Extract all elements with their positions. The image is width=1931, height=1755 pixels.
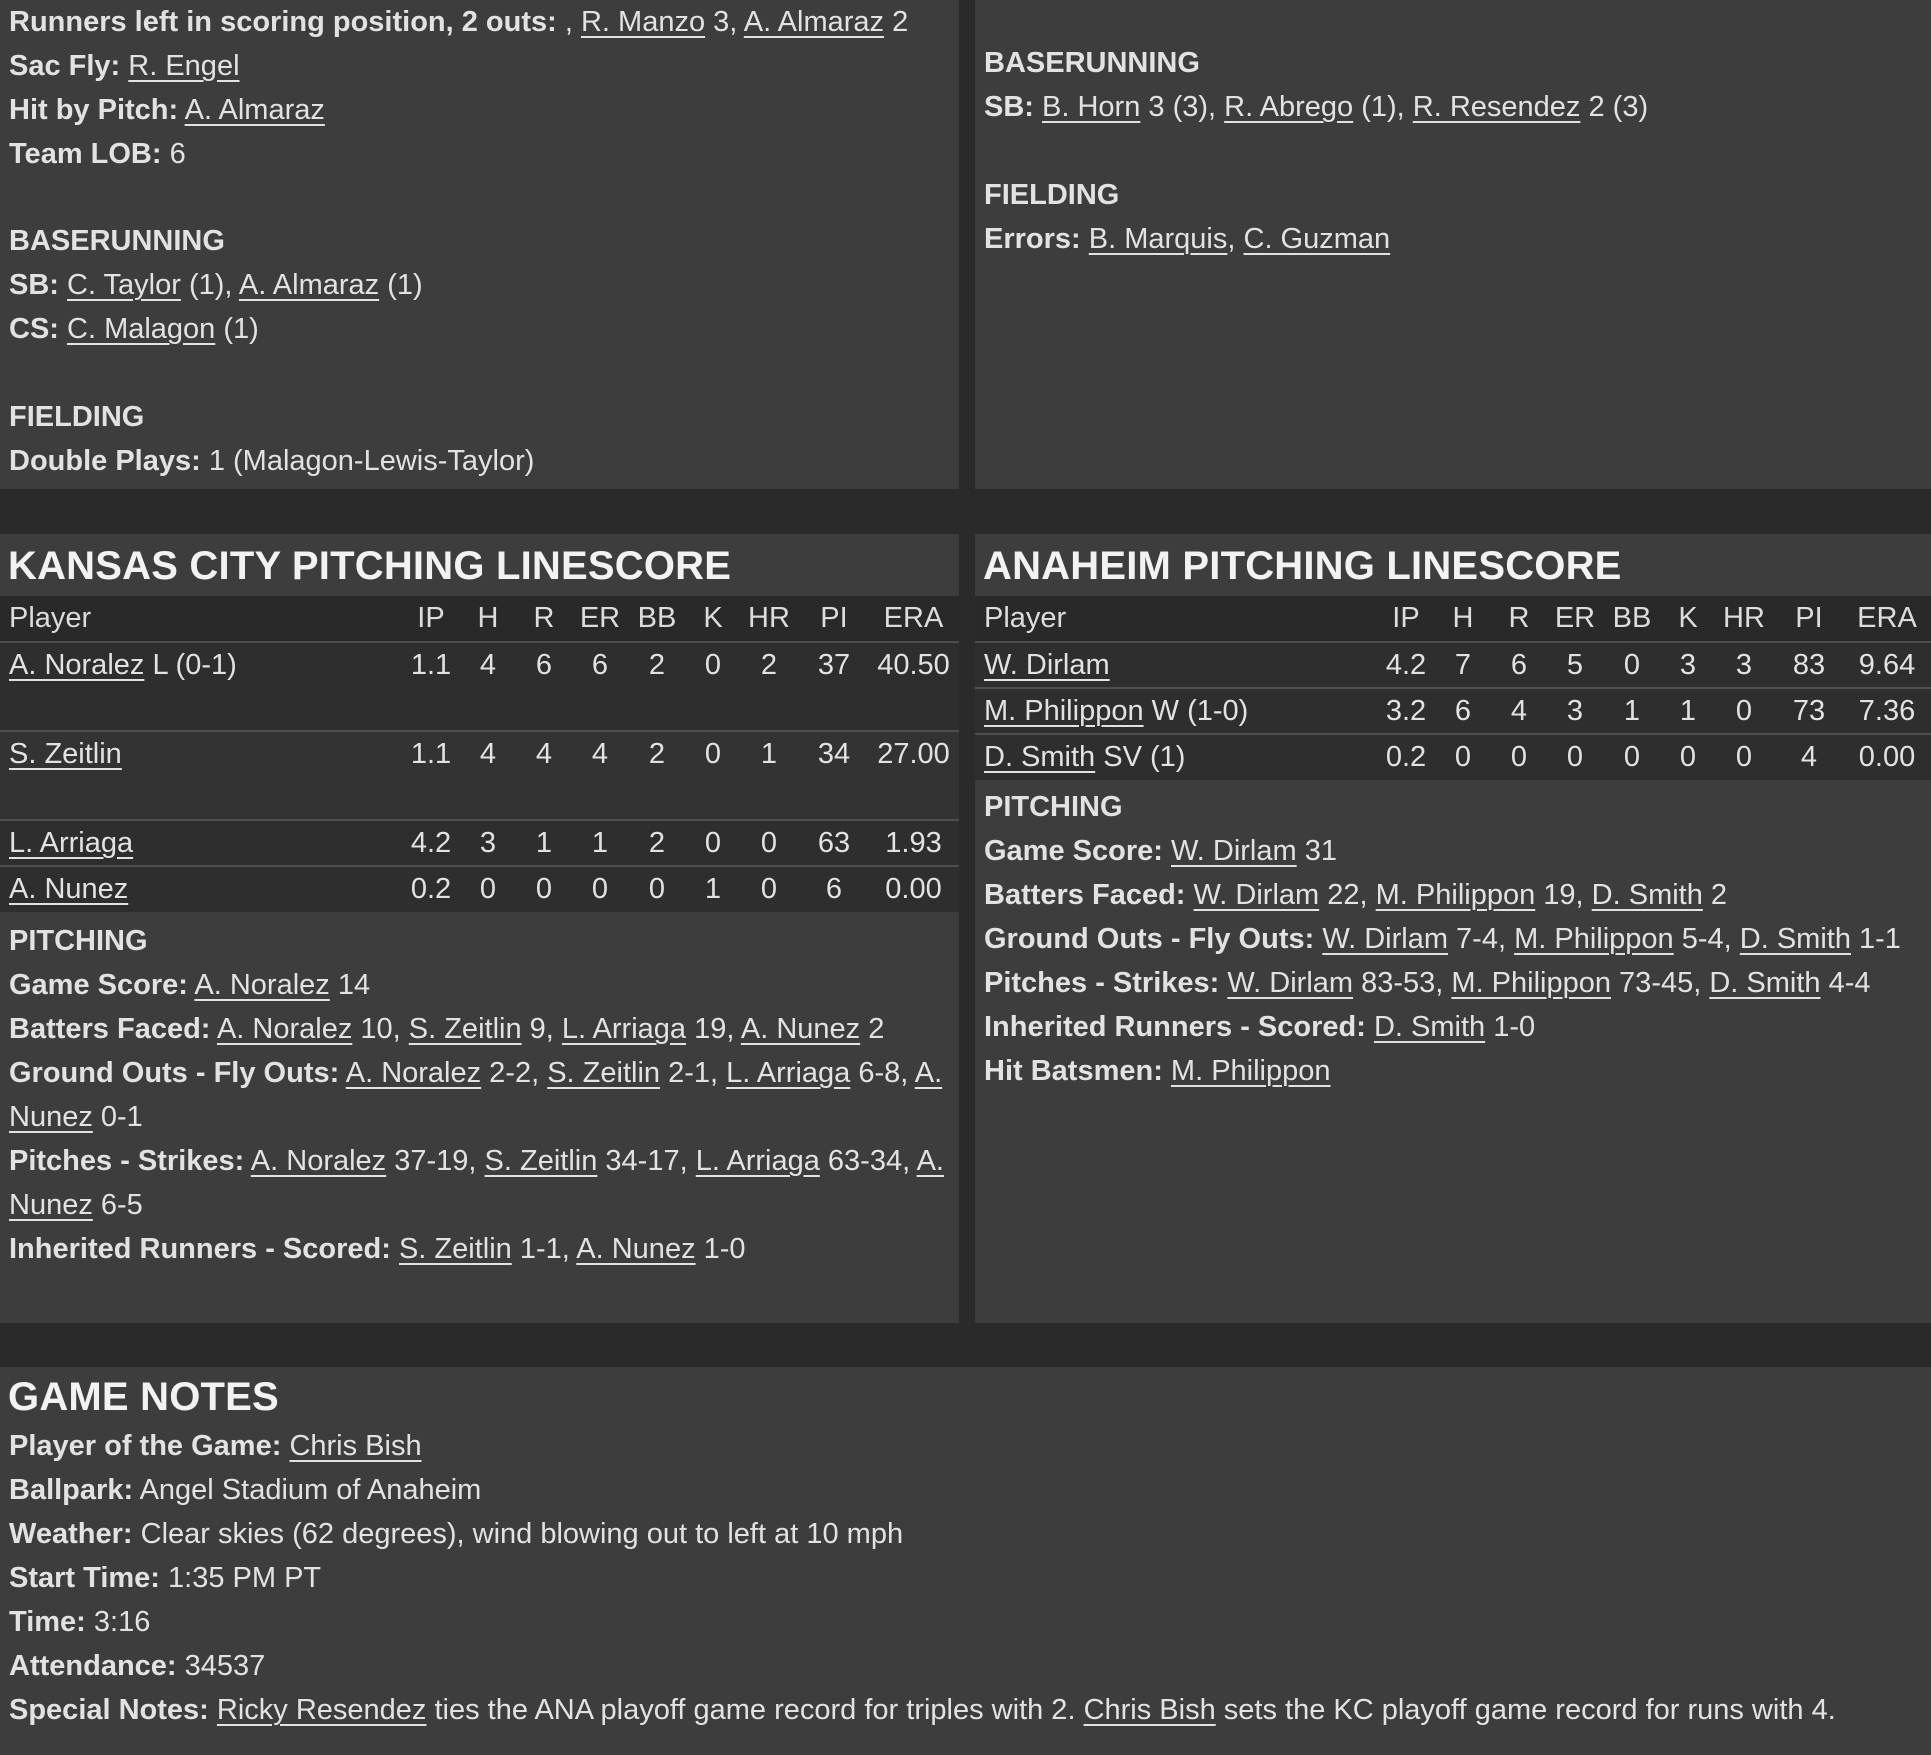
player-link[interactable]: S. Zeitlin: [408, 1013, 522, 1045]
stat-cell: 4.2: [1385, 649, 1427, 681]
bf-value: 2: [860, 1013, 885, 1045]
stat-cell: 3.2: [1385, 695, 1427, 727]
ps-value: 37-19,: [386, 1145, 485, 1177]
player-link[interactable]: Ricky Resendez: [216, 1694, 427, 1726]
ps-value: 63-34,: [819, 1145, 917, 1177]
sb-label: SB:: [984, 91, 1034, 123]
ps-value: 4-4: [1820, 967, 1871, 999]
stat-cell: 0: [704, 827, 722, 859]
player-link[interactable]: D. Smith: [1591, 879, 1703, 911]
stat-cell: 27.00: [877, 738, 950, 770]
inherited-runners-label: Inherited Runners - Scored:: [9, 1233, 391, 1265]
col-header[interactable]: R: [514, 596, 574, 642]
player-link[interactable]: Chris Bish: [1083, 1694, 1216, 1726]
start-time-line: [9, 1556, 1923, 1600]
gofo-value: 5-4,: [1673, 923, 1740, 955]
stat-cell: 3: [1735, 649, 1753, 681]
stat-cell: 37: [817, 649, 851, 681]
col-header[interactable]: BB: [626, 596, 688, 642]
table-row: [0, 642, 959, 731]
player-link[interactable]: M. Philippon: [1170, 1055, 1331, 1087]
attendance-line: [9, 1644, 1923, 1688]
stat-cell: 0: [591, 873, 609, 905]
player-link[interactable]: W. Dirlam: [1227, 967, 1354, 999]
player-link[interactable]: R. Manzo: [580, 6, 706, 38]
stat-cell: 5: [1566, 649, 1584, 681]
kc-batting-notes-panel: [0, 0, 959, 489]
player-link[interactable]: L. Arriaga: [726, 1057, 851, 1089]
player-link[interactable]: M. Philippon: [984, 695, 1144, 727]
errors-sep: ,: [1227, 223, 1244, 255]
player-link[interactable]: S. Zeitlin: [547, 1057, 661, 1089]
gofo-value: 2-1,: [660, 1057, 727, 1089]
col-header[interactable]: H: [462, 596, 514, 642]
player-link[interactable]: A. Almaraz: [184, 94, 325, 126]
stat-cell: 0: [535, 873, 553, 905]
team-lob-line: [9, 132, 951, 176]
special-notes-line: [9, 1688, 1923, 1732]
batters-faced-label: Batters Faced:: [9, 1013, 211, 1045]
player-link[interactable]: Chris Bish: [289, 1430, 422, 1462]
ground-fly-outs-line: [9, 1051, 951, 1139]
ps-value: 34-17,: [597, 1145, 696, 1177]
stat-cell: 1: [704, 873, 722, 905]
player-link[interactable]: B. Marquis: [1088, 223, 1228, 255]
player-link[interactable]: A. Almaraz: [743, 6, 885, 38]
stat-cell: 6: [825, 873, 843, 905]
stat-cell: 6: [535, 649, 553, 681]
game-notes-title: GAME NOTES: [8, 1375, 279, 1419]
stat-cell: 4: [1510, 695, 1528, 727]
player-link[interactable]: R. Engel: [128, 50, 240, 82]
pitching-heading: PITCHING: [984, 791, 1123, 823]
stat-cell: 0: [1735, 741, 1753, 773]
col-header[interactable]: ERA: [1843, 596, 1931, 642]
ps-value: 73-45,: [1611, 967, 1710, 999]
ballpark-value: Angel Stadium of Anaheim: [133, 1474, 482, 1506]
col-header[interactable]: R: [1489, 596, 1549, 642]
gofo-value: 2-2,: [481, 1057, 548, 1089]
sac-fly-label: Sac Fly:: [9, 50, 121, 82]
stat-cell: 4: [1800, 741, 1818, 773]
pitches-strikes-label: Pitches - Strikes:: [984, 967, 1220, 999]
stat-cell: 0: [648, 873, 666, 905]
stat-cell: 0: [1510, 741, 1528, 773]
gofo-value: 1-1: [1850, 923, 1901, 955]
ground-fly-outs-label: Ground Outs - Fly Outs:: [9, 1057, 340, 1089]
player-link[interactable]: B. Horn: [1042, 91, 1141, 123]
bf-value: 19,: [1535, 879, 1592, 911]
stat-cell: 1.1: [410, 649, 452, 681]
table-row: [0, 820, 959, 866]
stat-cell: 0: [760, 827, 778, 859]
kc-pitching-table: [0, 596, 959, 912]
player-link[interactable]: C. Guzman: [1243, 223, 1391, 255]
game-score-line: [9, 963, 951, 1007]
kc-pitching-panel: [0, 534, 959, 1323]
player-link[interactable]: M. Philippon: [1514, 923, 1674, 955]
stat-cell: 4: [535, 738, 553, 770]
player-link[interactable]: A. Noralez: [250, 1145, 387, 1177]
stat-cell: 0.00: [1858, 741, 1916, 773]
stat-cell: 0: [704, 649, 722, 681]
attendance-label: Attendance:: [9, 1650, 177, 1682]
ir-value: 1-0: [695, 1233, 746, 1265]
time-label: Time:: [9, 1606, 86, 1638]
stat-cell: 0: [1623, 741, 1641, 773]
stat-cell: 3: [1566, 695, 1584, 727]
ana-pitching-panel: [975, 534, 1931, 1323]
cs-line: [9, 307, 951, 351]
player-link[interactable]: D. Smith: [1739, 923, 1851, 955]
player-link[interactable]: A. Noralez: [345, 1057, 482, 1089]
player-link[interactable]: A. Nunez: [740, 1013, 861, 1045]
inherited-runners-line: [984, 1005, 1923, 1049]
stat-cell: 83: [1792, 649, 1826, 681]
game-score-value: 14: [329, 969, 371, 1001]
player-link[interactable]: R. Resendez: [1412, 91, 1581, 123]
stat-cell: 2: [648, 649, 666, 681]
ballpark-label: Ballpark:: [9, 1474, 134, 1506]
player-link[interactable]: L. Arriaga: [695, 1145, 820, 1177]
stat-cell: 4.2: [410, 827, 452, 859]
player-link[interactable]: W. Dirlam: [1322, 923, 1448, 955]
pitches-strikes-line: [984, 961, 1923, 1005]
player-link[interactable]: D. Smith: [984, 741, 1096, 773]
table-row: [0, 866, 959, 912]
risp-prefix: ,: [556, 6, 581, 38]
player-link[interactable]: W. Dirlam: [984, 649, 1110, 681]
gofo-value: 0-1: [92, 1101, 143, 1133]
decision: SV (1): [1095, 741, 1186, 773]
potg-label: Player of the Game:: [9, 1430, 282, 1462]
sb-value: (1),: [1353, 91, 1413, 123]
col-header[interactable]: ERA: [868, 596, 959, 642]
col-header[interactable]: ER: [574, 596, 626, 642]
player-link[interactable]: S. Zeitlin: [398, 1233, 512, 1265]
bf-value: 2: [1702, 879, 1728, 911]
bf-value: 19,: [686, 1013, 741, 1045]
baserunning-heading: BASERUNNING: [9, 225, 225, 257]
stat-cell: 6: [591, 649, 609, 681]
decision: W (1-0): [1143, 695, 1249, 727]
stat-cell: 9.64: [1858, 649, 1916, 681]
stat-cell: 3: [1679, 649, 1697, 681]
table-row: [975, 734, 1931, 780]
col-header[interactable]: PI: [800, 596, 868, 642]
game-score-label: Game Score:: [9, 969, 188, 1001]
fielding-heading: FIELDING: [984, 179, 1120, 211]
col-header[interactable]: H: [1437, 596, 1489, 642]
double-plays-value: 1 (Malagon-Lewis-Taylor): [200, 445, 535, 477]
player-link[interactable]: A. Noralez: [216, 1013, 353, 1045]
risp-line: [9, 0, 951, 44]
errors-label: Errors:: [984, 223, 1081, 255]
stat-cell: 73: [1792, 695, 1826, 727]
pitches-strikes-line: [9, 1139, 951, 1227]
player-link[interactable]: R. Abrego: [1224, 91, 1354, 123]
stat-cell: 34: [817, 738, 851, 770]
player-link[interactable]: S. Zeitlin: [484, 1145, 598, 1177]
table-header-row: [0, 596, 959, 642]
stat-cell: 0: [1566, 741, 1584, 773]
col-header[interactable]: ER: [1549, 596, 1601, 642]
ana-pitching-table: [975, 596, 1931, 780]
stat-cell: 40.50: [877, 649, 950, 681]
stat-cell: 1.93: [885, 827, 942, 859]
stat-cell: 1: [591, 827, 609, 859]
ballpark-line: [9, 1468, 1923, 1512]
fielding-heading: FIELDING: [9, 401, 145, 433]
player-link[interactable]: A. Nunez: [9, 873, 129, 905]
risp-label: Runners left in scoring position, 2 outs:: [9, 6, 557, 38]
stat-cell: 4: [479, 738, 497, 770]
ps-value: 83-53,: [1353, 967, 1452, 999]
stat-cell: 3: [479, 827, 497, 859]
stat-cell: 4: [591, 738, 609, 770]
stat-cell: 6: [1454, 695, 1472, 727]
game-score-label: Game Score:: [984, 835, 1163, 867]
inherited-runners-label: Inherited Runners - Scored:: [984, 1011, 1366, 1043]
col-header[interactable]: HR: [1713, 596, 1775, 642]
gofo-value: 6-8,: [850, 1057, 915, 1089]
batters-faced-label: Batters Faced:: [984, 879, 1186, 911]
stat-cell: 0.2: [410, 873, 452, 905]
ana-pitching-title: ANAHEIM PITCHING LINESCORE: [983, 544, 1622, 588]
player-link[interactable]: L. Arriaga: [561, 1013, 687, 1045]
stat-cell: 0: [760, 873, 778, 905]
stat-cell: 0.00: [885, 873, 942, 905]
cs-label: CS:: [9, 313, 59, 345]
col-header[interactable]: PI: [1775, 596, 1843, 642]
stat-cell: 1: [1679, 695, 1697, 727]
stat-cell: 7.36: [1858, 695, 1916, 727]
player-link[interactable]: A. Nunez: [9, 1057, 943, 1133]
stat-cell: 1.1: [410, 738, 452, 770]
special-note-text: ties the ANA playoff game record for triples with 2.: [426, 1694, 1084, 1726]
col-header[interactable]: Player: [0, 596, 400, 642]
ps-value: 6-5: [92, 1189, 143, 1221]
sb-line: [9, 263, 951, 307]
player-link[interactable]: A. Nunez: [9, 1145, 944, 1221]
stat-cell: 0: [1454, 741, 1472, 773]
special-note-text: sets the KC playoff game record for runs with 4.: [1215, 1694, 1836, 1726]
col-header[interactable]: K: [688, 596, 738, 642]
player-link[interactable]: A. Nunez: [576, 1233, 696, 1265]
stat-cell: 0: [1735, 695, 1753, 727]
sb-value: 2 (3): [1580, 91, 1649, 123]
sb-value: 3 (3),: [1140, 91, 1225, 123]
stat-cell: 1: [1623, 695, 1641, 727]
sb-value: (1),: [180, 269, 239, 301]
col-header[interactable]: Player: [975, 596, 1375, 642]
ir-value: 1-1,: [511, 1233, 577, 1265]
ir-value: 1-0: [1485, 1011, 1536, 1043]
bf-value: 9,: [521, 1013, 562, 1045]
player-link[interactable]: A. Almaraz: [238, 269, 380, 301]
player-link[interactable]: M. Philippon: [1451, 967, 1611, 999]
stat-cell: 1: [760, 738, 778, 770]
start-time-value: 1:35 PM PT: [159, 1562, 322, 1594]
gofo-value: 7-4,: [1448, 923, 1515, 955]
col-header[interactable]: K: [1663, 596, 1713, 642]
double-plays-label: Double Plays:: [9, 445, 201, 477]
cs-value: (1): [215, 313, 259, 345]
decision: L (0-1): [144, 649, 237, 681]
col-header[interactable]: IP: [1375, 596, 1437, 642]
kc-pitching-title: KANSAS CITY PITCHING LINESCORE: [8, 544, 732, 588]
table-row: [0, 731, 959, 820]
stat-cell: 0: [479, 873, 497, 905]
weather-label: Weather:: [9, 1518, 133, 1550]
sac-fly-line: [9, 44, 951, 88]
col-header[interactable]: IP: [400, 596, 462, 642]
special-notes-label: Special Notes:: [9, 1694, 209, 1726]
game-score-value: 31: [1296, 835, 1337, 867]
attendance-value: 34537: [176, 1650, 266, 1682]
player-link[interactable]: M. Philippon: [1375, 879, 1536, 911]
team-lob-label: Team LOB:: [9, 138, 162, 170]
bf-value: 22,: [1319, 879, 1376, 911]
player-link[interactable]: S. Zeitlin: [9, 738, 122, 770]
time-line: [9, 1600, 1923, 1644]
player-link[interactable]: C. Malagon: [67, 313, 216, 345]
player-link[interactable]: D. Smith: [1709, 967, 1821, 999]
sb-line: [984, 85, 1923, 129]
stat-cell: 63: [817, 827, 851, 859]
game-notes-panel: [0, 1367, 1931, 1755]
hbp-line: [9, 88, 951, 132]
player-link[interactable]: W. Dirlam: [1170, 835, 1297, 867]
ground-fly-outs-label: Ground Outs - Fly Outs:: [984, 923, 1315, 955]
inherited-runners-line: [9, 1227, 951, 1271]
player-link[interactable]: A. Noralez: [194, 969, 330, 1001]
stat-cell: 2: [648, 738, 666, 770]
bf-value: 10,: [352, 1013, 409, 1045]
stat-cell: 6: [1510, 649, 1528, 681]
risp-value: 3,: [705, 6, 744, 38]
stat-cell: 1: [535, 827, 553, 859]
weather-value: Clear skies (62 degrees), wind blowing out to left at 10 mph: [132, 1518, 904, 1550]
player-link[interactable]: L. Arriaga: [9, 827, 134, 859]
table-row: [975, 642, 1931, 688]
start-time-label: Start Time:: [9, 1562, 160, 1594]
sb-value: (1): [379, 269, 423, 301]
player-link[interactable]: A. Noralez: [9, 649, 145, 681]
col-header[interactable]: BB: [1601, 596, 1663, 642]
stat-cell: 2: [648, 827, 666, 859]
player-of-game-line: [9, 1424, 1923, 1468]
pitches-strikes-label: Pitches - Strikes:: [9, 1145, 245, 1177]
batters-faced-line: [9, 1007, 951, 1051]
stat-cell: 7: [1454, 649, 1472, 681]
double-plays-line: [9, 439, 951, 483]
stat-cell: 2: [760, 649, 778, 681]
table-row: [975, 688, 1931, 734]
hit-batsmen-line: [984, 1049, 1923, 1093]
weather-line: [9, 1512, 1923, 1556]
stat-cell: 4: [479, 649, 497, 681]
baserunning-heading: BASERUNNING: [984, 47, 1200, 79]
col-header[interactable]: HR: [738, 596, 800, 642]
table-header-row: [975, 596, 1931, 642]
game-score-line: [984, 829, 1923, 873]
stat-cell: 0.2: [1385, 741, 1427, 773]
errors-line: [984, 217, 1923, 261]
player-link[interactable]: C. Taylor: [67, 269, 181, 301]
batters-faced-line: [984, 873, 1923, 917]
player-link[interactable]: D. Smith: [1373, 1011, 1486, 1043]
team-lob-value: 6: [161, 138, 186, 170]
stat-cell: 0: [1679, 741, 1697, 773]
sb-label: SB:: [9, 269, 59, 301]
risp-value: 2: [884, 6, 909, 38]
hbp-label: Hit by Pitch:: [9, 94, 179, 126]
player-link[interactable]: W. Dirlam: [1193, 879, 1320, 911]
stat-cell: 0: [704, 738, 722, 770]
ground-fly-outs-line: [984, 917, 1923, 961]
time-value: 3:16: [85, 1606, 151, 1638]
stat-cell: 0: [1623, 649, 1641, 681]
ana-batting-notes-panel: [975, 0, 1931, 489]
pitching-heading: PITCHING: [9, 925, 148, 957]
hit-batsmen-label: Hit Batsmen:: [984, 1055, 1163, 1087]
